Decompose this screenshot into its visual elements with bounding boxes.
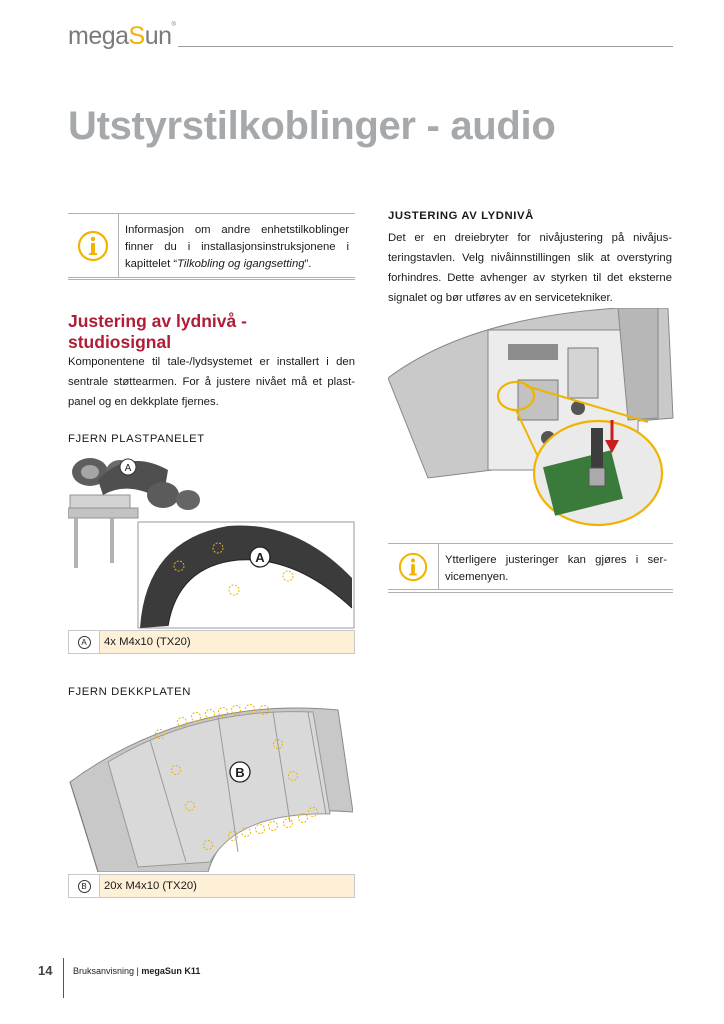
page-number: 14 [38,963,53,978]
info-icon [77,230,109,262]
legend-key [69,875,100,897]
info-icon-cell [68,214,119,277]
legend-key [69,631,100,653]
info-box [68,213,355,278]
cover-plate-illustration [68,702,353,872]
svg-text:A: A [124,463,132,474]
section-heading: Justering av lydnivå - studiosignal [68,311,247,352]
footer-text: Bruksanvisning | megaSun K11 [73,966,201,976]
footer-rule [63,958,64,998]
info-text: Ytterligere justeringer kan gjøres i ser-vicemenyen. [445,554,667,583]
info-icon [398,552,428,582]
info-box [388,543,673,590]
section-body: Komponentene til tale-/lydsystemet er installert i den sentrale støttearmen. For å justere nivået må et plast-panel og en dekkplate fjernes. [68,356,355,408]
info-text: Informasjon om andre enhetstilkoblinger finner du i installasjonsinstruksjonene i kapittelet “Tilkobling og igangsetting”. [125,224,349,270]
circled-letter-icon: A [78,636,91,649]
divider [68,279,355,280]
right-body: Det er en dreiebryter for nivåjustering på nivåjus-teringstavlen. Velg nivåinnstillingen slik at overstyring forhindres. Dette avhenger av styrken til det eksterne signalet og bør utføres av en servicetekniker. [388,232,672,304]
plastic-panel-illustration [68,450,358,630]
page-title: Utstyrstilkoblinger - audio [68,104,556,148]
header-rule [178,46,673,47]
step-b-heading: FJERN DEKKPLATEN [68,686,192,698]
svg-text:B: B [235,765,245,780]
right-heading: JUSTERING AV LYDNIVÅ [388,210,534,222]
brand-logo: megaSun® [68,22,176,50]
legend-row-b [68,874,355,898]
legend-row-a [68,630,355,654]
legend-value: 20x M4x10 (TX20) [104,880,197,892]
svg-text:A: A [255,550,265,565]
level-board-illustration [388,308,674,528]
divider [388,592,673,593]
info-icon-cell [388,544,439,589]
circled-letter-icon: B [78,880,91,893]
legend-value: 4x M4x10 (TX20) [104,636,191,648]
step-a-heading: FJERN PLASTPANELET [68,433,205,445]
